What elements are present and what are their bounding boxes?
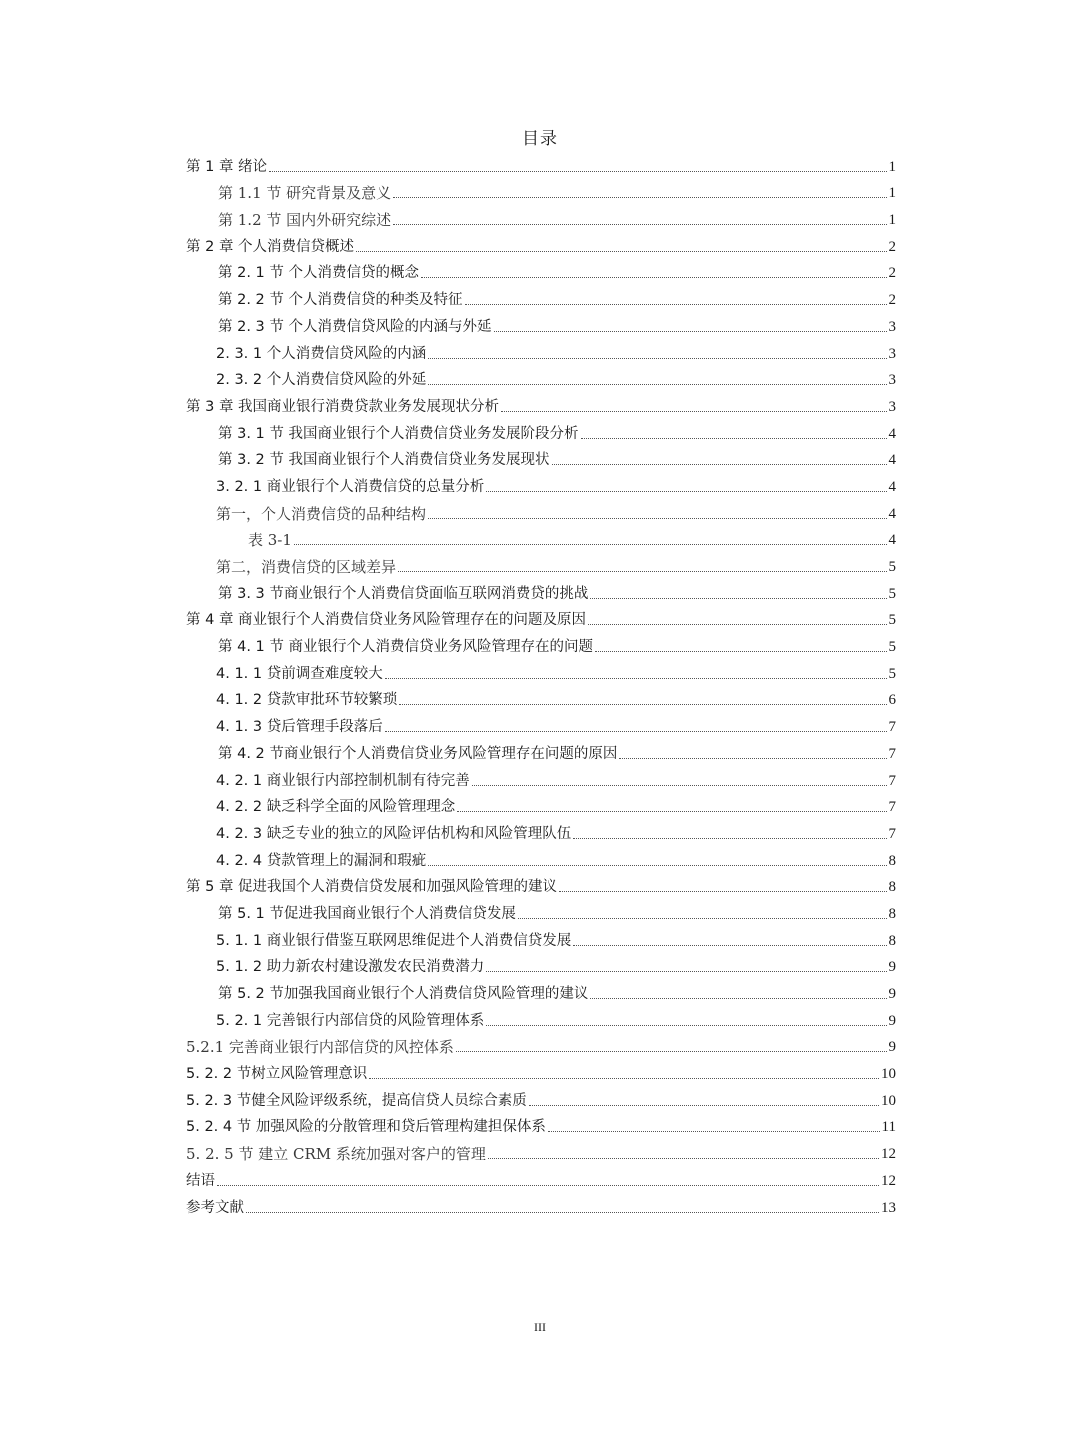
toc-dot-leader bbox=[486, 971, 886, 972]
toc-entry[interactable] bbox=[186, 657, 896, 684]
toc-dot-leader bbox=[559, 891, 886, 892]
toc-entry-page: 12 bbox=[881, 1172, 896, 1189]
toc-entry-page: 6 bbox=[888, 692, 896, 709]
toc-entry-label: 5. 2. 1 完善银行内部信贷的风险管理体系 bbox=[216, 1012, 485, 1029]
toc-entry-label: 第 2. 3 节 个人消费信贷风险的内涵与外延 bbox=[218, 318, 492, 335]
toc-entry-label: 5. 2. 3 节健全风险评级系统，提高信贷人员综合素质 bbox=[186, 1092, 527, 1109]
toc-entry-label: 第 3. 1 节 我国商业银行个人消费信贷业务发展阶段分析 bbox=[218, 425, 579, 442]
toc-entry-page: 9 bbox=[888, 1039, 896, 1056]
toc-entry-page: 5 bbox=[888, 612, 896, 629]
toc-entry-page: 9 bbox=[888, 1012, 896, 1029]
toc-entry-label: 2. 3. 2 个人消费信贷风险的外延 bbox=[216, 372, 427, 389]
toc-entry-label: 结语 bbox=[186, 1172, 215, 1189]
toc-entry-label: 第 1.1 节 研究背景及意义 bbox=[218, 184, 392, 203]
toc-entry-label: 第 3. 2 节 我国商业银行个人消费信贷业务发展现状 bbox=[218, 452, 550, 469]
toc-entry-page: 3 bbox=[888, 318, 896, 335]
toc-entry-label: 第 2 章 个人消费信贷概述 bbox=[186, 238, 355, 255]
toc-entry[interactable] bbox=[186, 524, 896, 551]
toc-entry[interactable] bbox=[186, 150, 896, 177]
toc-entry[interactable] bbox=[186, 844, 896, 871]
toc-entry-label: 2. 3. 1 个人消费信贷风险的内涵 bbox=[216, 345, 427, 362]
toc-entry-label: 表 3-1 bbox=[248, 531, 292, 550]
toc-entry-label: 第 2. 1 节 个人消费信贷的概念 bbox=[218, 265, 419, 282]
toc-dot-leader bbox=[457, 811, 886, 812]
toc-entry-label: 第 5. 2 节加强我国商业银行个人消费信贷风险管理的建议 bbox=[218, 986, 589, 1002]
toc-entry-label: 3. 2. 1 商业银行个人消费信贷的总量分析 bbox=[216, 478, 485, 495]
toc-entry[interactable] bbox=[186, 1031, 896, 1058]
toc-entry-page: 7 bbox=[888, 772, 896, 789]
toc-entry[interactable] bbox=[186, 203, 896, 230]
toc-entry[interactable] bbox=[186, 257, 896, 284]
toc-dot-leader bbox=[529, 1105, 879, 1106]
toc-dot-leader bbox=[456, 1051, 887, 1052]
toc-entry[interactable] bbox=[186, 390, 896, 417]
toc-entry-page: 10 bbox=[881, 1092, 896, 1109]
toc-dot-leader bbox=[595, 651, 887, 652]
toc-dot-leader bbox=[398, 571, 886, 572]
toc-entry-label: 第 4. 1 节 商业银行个人消费信贷业务风险管理存在的问题 bbox=[218, 639, 593, 656]
toc-entry-label: 4. 2. 3 缺乏专业的独立的风险评估机构和风险管理队伍 bbox=[216, 825, 572, 842]
toc-dot-leader bbox=[486, 491, 886, 492]
toc-dot-leader bbox=[518, 918, 887, 919]
toc-dot-leader bbox=[246, 1212, 879, 1213]
toc-entry-page: 5 bbox=[888, 559, 896, 575]
toc-dot-leader bbox=[573, 838, 886, 839]
toc-entry[interactable] bbox=[186, 577, 896, 604]
toc-dot-leader bbox=[269, 171, 886, 172]
toc-entry-label: 4. 2. 4 贷款管理上的漏洞和瑕疵 bbox=[216, 852, 427, 869]
toc-entry-page: 5 bbox=[888, 639, 896, 656]
toc-entry[interactable] bbox=[186, 497, 896, 524]
toc-dot-leader bbox=[465, 304, 887, 305]
toc-entry[interactable] bbox=[186, 630, 896, 657]
page-number: III bbox=[534, 1320, 546, 1334]
toc-entry-label: 第一，个人消费信贷的品种结构 bbox=[216, 504, 427, 523]
toc-entry[interactable] bbox=[186, 337, 896, 364]
toc-dot-leader bbox=[356, 251, 886, 252]
toc-entry-page: 5 bbox=[888, 585, 896, 602]
toc-entry-page: 3 bbox=[888, 372, 896, 389]
toc-entry-label: 第 4 章 商业银行个人消费信贷业务风险管理存在的问题及原因 bbox=[186, 612, 587, 629]
toc-dot-leader bbox=[494, 331, 887, 332]
toc-dot-leader bbox=[501, 411, 886, 412]
toc-entry-page: 1 bbox=[888, 212, 896, 229]
toc-entry-page: 7 bbox=[888, 799, 896, 816]
toc-entry-label: 第 4. 2 节商业银行个人消费信贷业务风险管理存在问题的原因 bbox=[218, 745, 618, 762]
toc-entry[interactable] bbox=[186, 177, 896, 204]
toc-entry-label: 第 3. 3 节商业银行个人消费信贷面临互联网消费贷的挑战 bbox=[218, 585, 589, 602]
toc-entry-page: 2 bbox=[888, 292, 896, 309]
toc-entry-page: 4 bbox=[888, 452, 896, 469]
toc-entry-label: 第 5 章 促进我国个人消费信贷发展和加强风险管理的建议 bbox=[186, 879, 558, 896]
toc-entry[interactable] bbox=[186, 1004, 896, 1031]
toc-entry-label: 5. 2. 4 节 加强风险的分散管理和贷后管理构建担保体系 bbox=[186, 1119, 546, 1136]
toc-dot-leader bbox=[385, 731, 887, 732]
toc-dot-leader bbox=[590, 598, 886, 599]
toc-entry-page: 13 bbox=[881, 1199, 896, 1216]
toc-entry-page: 3 bbox=[888, 398, 896, 415]
toc-entry[interactable] bbox=[186, 364, 896, 391]
toc-entry[interactable] bbox=[186, 604, 896, 631]
toc-entry-page: 7 bbox=[888, 745, 896, 762]
toc-entry[interactable] bbox=[186, 1164, 896, 1191]
toc-dot-leader bbox=[552, 464, 887, 465]
toc-entry[interactable] bbox=[186, 951, 896, 978]
toc-dot-leader bbox=[428, 518, 886, 519]
toc-entry[interactable] bbox=[186, 897, 896, 924]
toc-entry[interactable] bbox=[186, 737, 896, 764]
toc-entry[interactable] bbox=[186, 444, 896, 471]
toc-entry-label: 4. 2. 1 商业银行内部控制机制有待完善 bbox=[216, 772, 470, 789]
toc-entry[interactable] bbox=[186, 1191, 896, 1218]
toc-dot-leader bbox=[472, 785, 887, 786]
toc-entry-page: 2 bbox=[888, 238, 896, 255]
toc-entry-label: 4. 1. 1 贷前调查难度较大 bbox=[216, 665, 383, 682]
toc-entry-page: 4 bbox=[888, 425, 896, 442]
toc-entry-page: 3 bbox=[888, 345, 896, 362]
toc-dot-leader bbox=[369, 1078, 879, 1079]
toc-entry-label: 第 3 章 我国商业银行消费贷款业务发展现状分析 bbox=[186, 398, 500, 415]
toc-entry[interactable] bbox=[186, 871, 896, 898]
toc-dot-leader bbox=[488, 1158, 879, 1159]
toc-dot-leader bbox=[588, 624, 886, 625]
toc-entry[interactable] bbox=[186, 764, 896, 791]
toc-entry-page: 8 bbox=[888, 852, 896, 869]
toc-dot-leader bbox=[619, 758, 886, 759]
toc-entry-label: 第二，消费信贷的区域差异 bbox=[216, 558, 397, 576]
toc-dot-leader bbox=[428, 384, 886, 385]
toc-entry-page: 9 bbox=[888, 986, 896, 1002]
toc-dot-leader bbox=[393, 197, 886, 198]
toc-entry[interactable] bbox=[186, 710, 896, 737]
toc-dot-leader bbox=[385, 678, 887, 679]
toc-entry[interactable] bbox=[186, 817, 896, 844]
toc-entry-page: 5 bbox=[888, 665, 896, 682]
toc-entry-label: 4. 2. 2 缺乏科学全面的风险管理理念 bbox=[216, 799, 456, 816]
toc-entry-page: 1 bbox=[888, 158, 896, 175]
toc-entry-page: 4 bbox=[888, 478, 896, 495]
toc-entry-label: 第 2. 2 节 个人消费信贷的种类及特征 bbox=[218, 292, 463, 309]
toc-entry-label: 第 1.2 节 国内外研究综述 bbox=[218, 211, 392, 230]
toc-entry-page: 4 bbox=[888, 505, 896, 522]
toc-entry[interactable] bbox=[186, 791, 896, 818]
toc-dot-leader bbox=[294, 544, 887, 545]
toc-entry[interactable] bbox=[186, 470, 896, 497]
toc-dot-leader bbox=[573, 945, 886, 946]
toc-dot-leader bbox=[217, 1185, 879, 1186]
toc-entry[interactable] bbox=[186, 924, 896, 951]
toc-entry-label: 5. 2. 2 节树立风险管理意识 bbox=[186, 1066, 368, 1083]
toc-entry-page: 4 bbox=[888, 532, 896, 549]
toc-entry-page: 11 bbox=[881, 1119, 896, 1136]
toc-entry-label: 第 5. 1 节促进我国商业银行个人消费信贷发展 bbox=[218, 905, 516, 922]
toc-entry-label: 5. 1. 2 助力新农村建设激发农民消费潜力 bbox=[216, 959, 485, 976]
toc-entry-label: 4. 1. 3 贷后管理手段落后 bbox=[216, 719, 383, 736]
toc-entry-label: 第 1 章 绪论 bbox=[186, 158, 268, 175]
toc-dot-leader bbox=[590, 998, 886, 999]
toc-entry-page: 8 bbox=[888, 905, 896, 922]
toc-entry-page: 1 bbox=[888, 185, 896, 202]
toc-dot-leader bbox=[428, 865, 886, 866]
toc-entry-page: 8 bbox=[888, 879, 896, 896]
toc-entry[interactable] bbox=[186, 1137, 896, 1164]
toc-entry-page: 8 bbox=[888, 932, 896, 949]
toc-dot-leader bbox=[399, 704, 886, 705]
toc-entry-page: 9 bbox=[888, 959, 896, 976]
toc-dot-leader bbox=[486, 1025, 886, 1026]
toc-dot-leader bbox=[428, 358, 886, 359]
toc-entry-label: 5. 2. 5 节 建立 CRM 系统加强对客户的管理 bbox=[186, 1145, 486, 1164]
toc-entry[interactable] bbox=[186, 283, 896, 310]
toc-entry[interactable] bbox=[186, 230, 896, 257]
toc-entry[interactable] bbox=[186, 310, 896, 337]
toc-entry[interactable] bbox=[186, 684, 896, 711]
toc-entry-label: 4. 1. 2 贷款审批环节较繁琐 bbox=[216, 692, 398, 709]
toc-dot-leader bbox=[548, 1131, 880, 1132]
toc-entry-label: 5.2.1 完善商业银行内部信贷的风控体系 bbox=[186, 1038, 454, 1057]
toc-title: 目录 bbox=[522, 129, 558, 149]
toc-entry[interactable] bbox=[186, 1084, 896, 1111]
toc-entry-page: 2 bbox=[888, 265, 896, 282]
toc-entry[interactable] bbox=[186, 550, 896, 577]
toc-entry[interactable] bbox=[186, 1111, 896, 1138]
toc-dot-leader bbox=[421, 277, 887, 278]
toc-entry-label: 参考文献 bbox=[186, 1199, 244, 1216]
toc-entry-page: 12 bbox=[881, 1146, 896, 1163]
toc-entry[interactable] bbox=[186, 1057, 896, 1084]
toc-entry[interactable] bbox=[186, 417, 896, 444]
table-of-contents bbox=[186, 150, 896, 1218]
toc-entry-page: 7 bbox=[888, 825, 896, 842]
toc-dot-leader bbox=[581, 438, 887, 439]
toc-entry-page: 7 bbox=[888, 719, 896, 736]
toc-entry[interactable] bbox=[186, 977, 896, 1004]
toc-entry-label: 5. 1. 1 商业银行借鉴互联网思维促进个人消费信贷发展 bbox=[216, 932, 572, 949]
toc-entry-page: 10 bbox=[881, 1066, 896, 1083]
toc-dot-leader bbox=[393, 224, 886, 225]
